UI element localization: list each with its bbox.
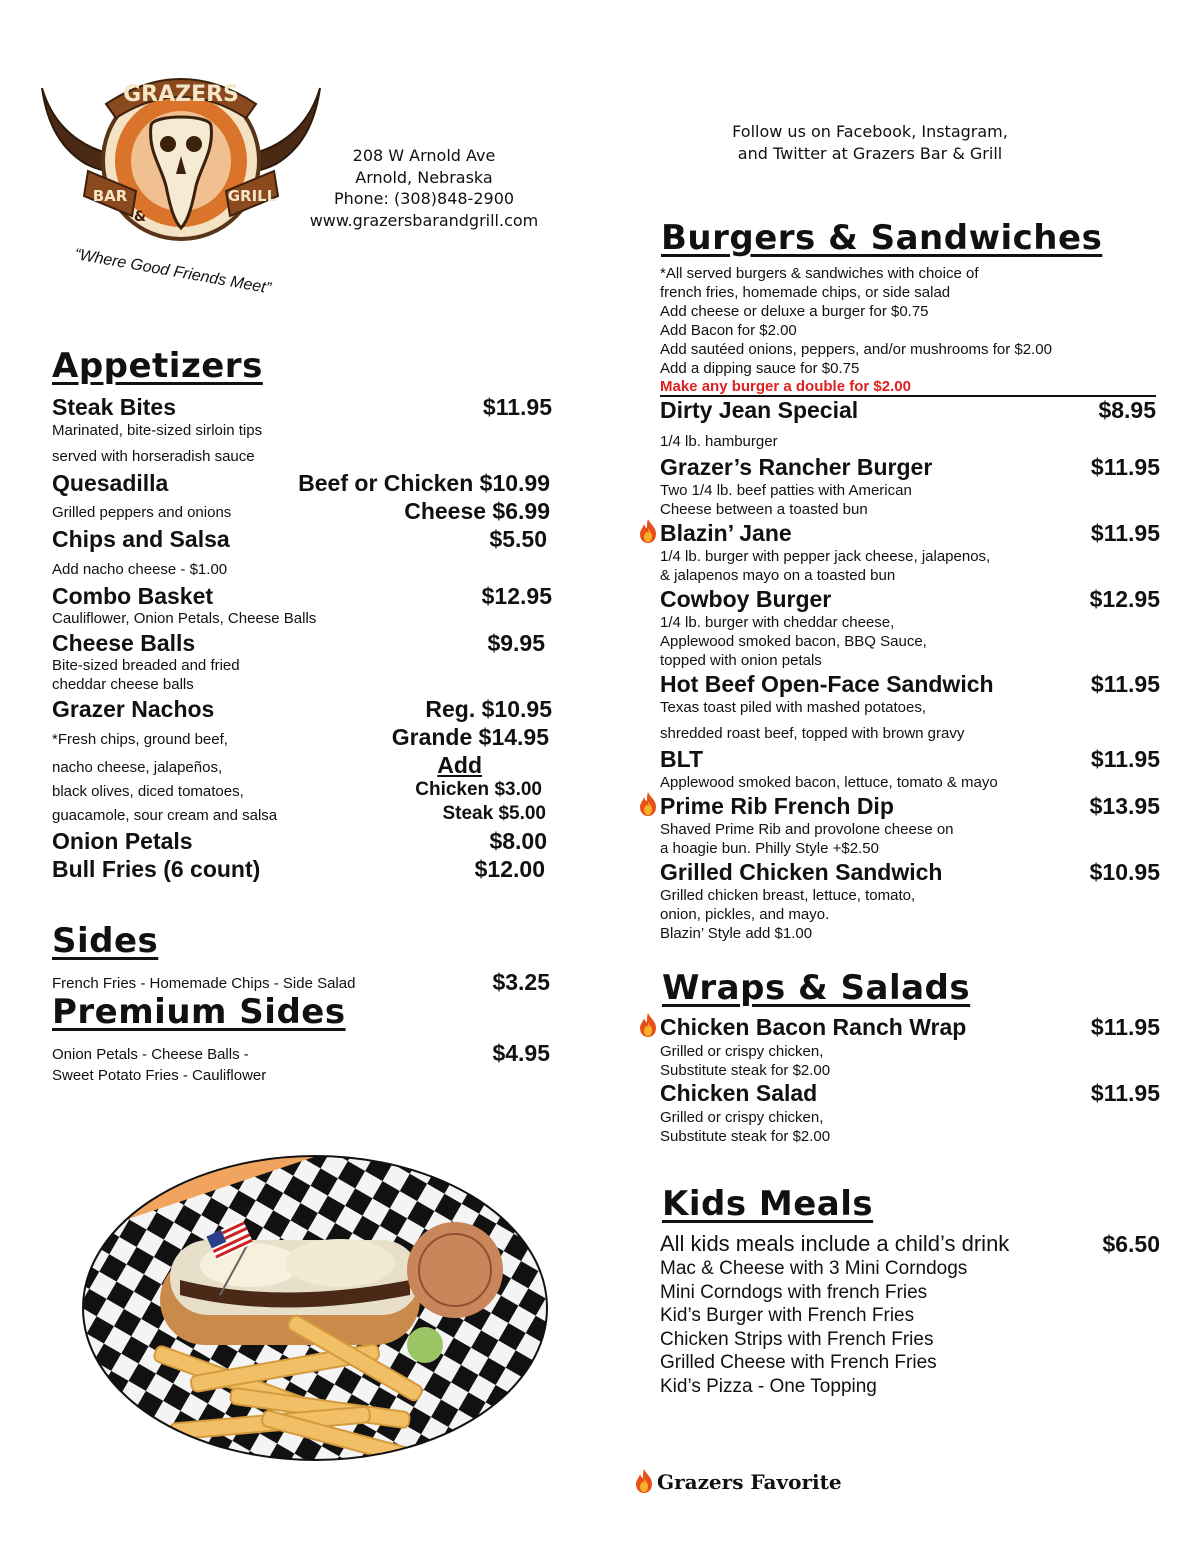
burgers-note3: Add cheese or deluxe a burger for $0.75 [660,303,929,320]
blazin-jane-desc1: 1/4 lb. burger with pepper jack cheese, jalapenos, [660,548,991,565]
prime-rib-desc1: Shaved Prime Rib and provolone cheese on [660,821,954,838]
nachos-desc4: guacamole, sour cream and salsa [52,807,278,824]
social-line1: Follow us on Facebook, Instagram, [732,122,1008,141]
blazin-jane-desc2: & jalapenos mayo on a toasted bun [660,567,896,584]
social-line2: and Twitter at Grazers Bar & Grill [737,144,1003,163]
quesadilla-name: Quesadilla [52,470,169,496]
website: www.grazersbarandgrill.com [309,210,539,230]
quesadilla-desc: Grilled peppers and onions [52,504,232,521]
nachos-add-chicken: Chicken $3.00 [415,779,542,800]
wrap-desc1: Grilled or crispy chicken, [660,1043,824,1060]
cheese-balls-name: Cheese Balls [52,630,196,656]
flame-icon [638,1012,658,1038]
bull-fries-name: Bull Fries (6 count) [52,856,261,882]
steak-bites-desc1: Marinated, bite-sized sirloin tips [52,422,263,439]
phone: Phone: (308)848-2900 [333,189,515,208]
chips-name: Chips and Salsa [52,526,230,552]
prime-rib-desc2: a hoagie bun. Philly Style +$2.50 [660,840,879,857]
kids-item: Mac & Cheese with 3 Mini Corndogs [660,1258,968,1279]
nachos-desc2: nacho cheese, jalapeños, [52,759,223,776]
chips-price: $5.50 [489,526,547,552]
steak-bites-price: $11.95 [482,394,552,420]
kids-item: Mini Corndogs with french Fries [660,1282,928,1303]
nachos-price-grande: Grande $14.95 [391,724,549,750]
hot-beef-desc1: Texas toast piled with mashed potatoes, [660,699,926,716]
nachos-desc1: *Fresh chips, ground beef, [52,731,228,748]
blazin-jane-name: Blazin’ Jane [660,520,792,546]
nachos-name: Grazer Nachos [52,696,215,722]
social-block [700,121,1040,165]
burgers-note4: Add Bacon for $2.00 [660,322,797,339]
flame-icon [638,791,658,817]
steak-bites-name: Steak Bites [52,394,177,420]
dirty-jean-desc: 1/4 lb. hamburger [660,433,778,450]
rancher-price: $11.95 [1090,454,1160,480]
blt-name: BLT [660,746,704,772]
burgers-note2: french fries, homemade chips, or side salad [660,284,951,301]
blt-price: $11.95 [1090,746,1160,772]
quesadilla-price2: Cheese $6.99 [404,498,550,524]
sides-desc: French Fries - Homemade Chips - Side Salad [52,975,356,992]
sides-price: $3.25 [492,969,550,995]
grilled-chicken-name: Grilled Chicken Sandwich [660,859,943,885]
wrap-desc2: Substitute steak for $2.00 [660,1062,831,1079]
blazin-jane-price: $11.95 [1090,520,1160,546]
wrap-price: $11.95 [1090,1014,1160,1040]
rancher-desc2: Cheese between a toasted bun [660,501,868,518]
burgers-note6: Add a dipping sauce for $0.75 [660,360,860,377]
grilled-chicken-price: $10.95 [1089,859,1160,885]
svg-text:&: & [133,209,147,225]
grilled-chicken-desc2: onion, pickles, and mayo. [660,906,830,923]
combo-name: Combo Basket [52,583,214,609]
onion-petals-name: Onion Petals [52,828,193,854]
hot-beef-desc2: shredded roast beef, topped with brown gravy [660,725,965,742]
flame-icon [634,1468,654,1494]
burgers-title: Burgers & Sandwiches [661,218,1103,258]
premium-sides-title: Premium Sides [52,992,346,1032]
bull-fries-price: $12.00 [474,856,545,882]
cheese-balls-price: $9.95 [487,630,545,656]
combo-price: $12.95 [481,583,552,609]
kids-item: Chicken Strips with French Fries [660,1329,934,1350]
burgers-note5: Add sautéed onions, peppers, and/or mushrooms for $2.00 [660,341,1052,358]
tagline: “Where Good Friends Meet” [73,246,273,298]
hot-beef-price: $11.95 [1090,671,1160,697]
grilled-chicken-desc1: Grilled chicken breast, lettuce, tomato, [660,887,916,904]
cheese-balls-desc2: cheddar cheese balls [52,676,194,693]
sides-title: Sides [52,921,159,961]
dirty-jean-name: Dirty Jean Special [660,397,859,423]
cowboy-price: $12.95 [1089,586,1160,612]
premium-sides-desc2: Sweet Potato Fries - Cauliflower [52,1067,267,1084]
prime-rib-price: $13.95 [1089,793,1160,819]
salad-desc2: Substitute steak for $2.00 [660,1128,831,1145]
salad-desc1: Grilled or crispy chicken, [660,1109,824,1126]
combo-desc: Cauliflower, Onion Petals, Cheese Balls [52,610,317,627]
rancher-name: Grazer’s Rancher Burger [660,454,933,480]
contact-block [300,145,548,231]
burgers-note1: *All served burgers & sandwiches with choice of [660,265,979,282]
steak-bites-desc2: served with horseradish sauce [52,448,255,465]
blt-desc: Applewood smoked bacon, lettuce, tomato & mayo [660,774,998,791]
kids-intro: All kids meals include a child’s drink [660,1231,1010,1256]
cowboy-desc1: 1/4 lb. burger with cheddar cheese, [660,614,895,631]
premium-sides-desc1: Onion Petals - Cheese Balls - [52,1046,249,1063]
kids-item: Grilled Cheese with French Fries [660,1352,937,1373]
wrap-name: Chicken Bacon Ranch Wrap [660,1014,967,1040]
kids-price: $6.50 [1102,1231,1160,1257]
cowboy-desc2: Applewood smoked bacon, BBQ Sauce, [660,633,927,650]
nachos-add-steak: Steak $5.00 [442,803,546,824]
appetizers-title: Appetizers [52,346,263,386]
burgers-note-double: Make any burger a double for $2.00 [660,378,911,395]
wraps-title: Wraps & Salads [662,968,971,1008]
flame-icon [638,518,658,544]
kids-title: Kids Meals [662,1184,874,1224]
quesadilla-price1: Beef or Chicken $10.99 [298,470,550,496]
premium-sides-price: $4.95 [492,1040,550,1066]
food-photo [80,1145,550,1465]
kids-item: Kid’s Burger with French Fries [660,1305,915,1326]
nachos-add-label: Add [437,752,482,778]
legend-label: Grazers Favorite [657,1470,842,1494]
address-line1: 208 W Arnold Ave [352,146,496,165]
logo-top-text: GRAZERS [123,82,239,107]
svg-text:GRILL: GRILL [227,187,277,205]
salad-name: Chicken Salad [660,1080,818,1106]
logo [36,56,326,296]
chips-desc: Add nacho cheese - $1.00 [52,561,228,578]
cowboy-name: Cowboy Burger [660,586,832,612]
hot-beef-name: Hot Beef Open-Face Sandwich [660,671,994,697]
nachos-price-reg: Reg. $10.95 [425,696,552,722]
dirty-jean-price: $8.95 [1098,397,1156,423]
nachos-desc3: black olives, diced tomatoes, [52,783,244,800]
cowboy-desc3: topped with onion petals [660,652,822,669]
prime-rib-name: Prime Rib French Dip [660,793,894,819]
rancher-desc1: Two 1/4 lb. beef patties with American [660,482,912,499]
salad-price: $11.95 [1090,1080,1160,1106]
grilled-chicken-desc3: Blazin’ Style add $1.00 [660,925,813,942]
onion-petals-price: $8.00 [489,828,547,854]
address-line2: Arnold, Nebraska [355,167,493,187]
svg-text:BAR: BAR [92,187,128,205]
cheese-balls-desc1: Bite-sized breaded and fried [52,657,240,674]
kids-item: Kid’s Pizza - One Topping [660,1376,877,1397]
